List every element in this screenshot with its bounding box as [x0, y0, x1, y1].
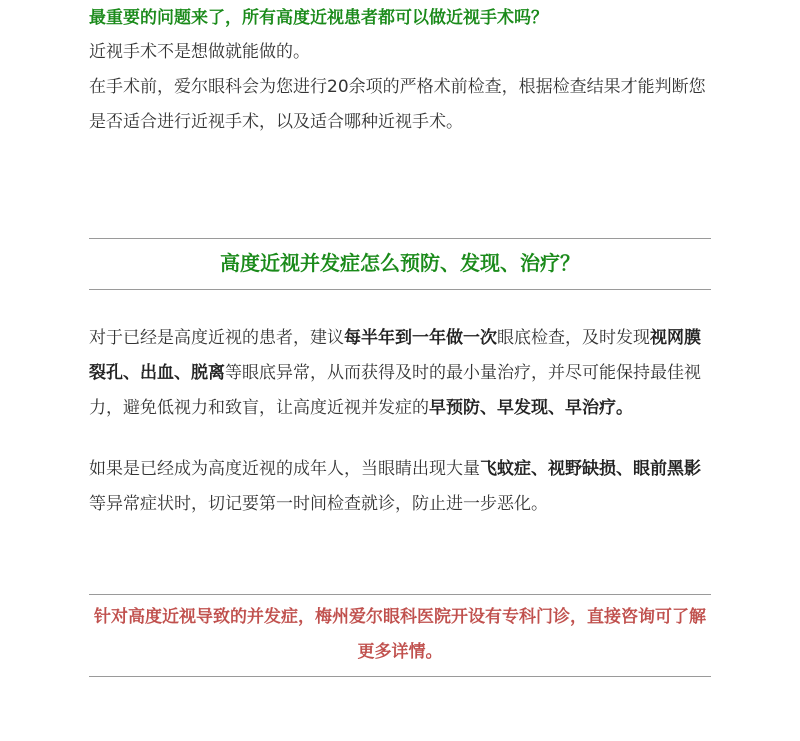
- symptoms-paragraph: [89, 452, 711, 522]
- section-divider-bottom: [89, 289, 711, 290]
- prevention-text-1: 对于已经是高度近视的患者，建议: [89, 328, 344, 348]
- symptoms-text-2: 等异常症状时，切记要第一时间检查就诊，防止进一步恶化。: [89, 494, 548, 514]
- cta-divider-bottom: [89, 676, 711, 677]
- faq-answer-line-1: 近视手术不是想做就能做的。: [89, 42, 310, 62]
- prevention-emphasis-conditions: 视网膜裂孔、出血、脱离: [89, 328, 701, 383]
- prevention-text-2: 眼底检查，及时发现: [497, 328, 650, 348]
- faq-question-heading: 最重要的问题来了，所有高度近视患者都可以做近视手术吗？: [89, 8, 548, 28]
- prevention-emphasis-goals: 早预防、早发现、早治疗。: [429, 398, 633, 418]
- consultation-callout: 针对高度近视导致的并发症，梅州爱尔眼科医院开设有专科门诊，直接咨询可了解更多详情。: [94, 607, 706, 662]
- symptoms-emphasis: 飞蚊症、视野缺损、眼前黑影: [480, 459, 701, 479]
- section-title: 高度近视并发症怎么预防、发现、治疗？: [220, 251, 580, 275]
- symptoms-text-1: 如果是已经成为高度近视的成年人，当眼睛出现大量: [89, 459, 480, 479]
- prevention-emphasis-frequency: 每半年到一年做一次: [344, 328, 497, 348]
- faq-answer-line-2: 在手术前，爱尔眼科会为您进行20余项的严格术前检查，根据检查结果才能判断您是否适合进行近视手术，以及适合哪种近视手术。: [89, 77, 706, 132]
- article-content: [89, 0, 711, 677]
- prevention-text-3: 等眼底异常，从而获得及时的最小量治疗，并尽可能保持最佳视力，避免低视力和致盲，让高度近视并发症的: [89, 363, 701, 418]
- prevention-paragraph: [89, 321, 711, 426]
